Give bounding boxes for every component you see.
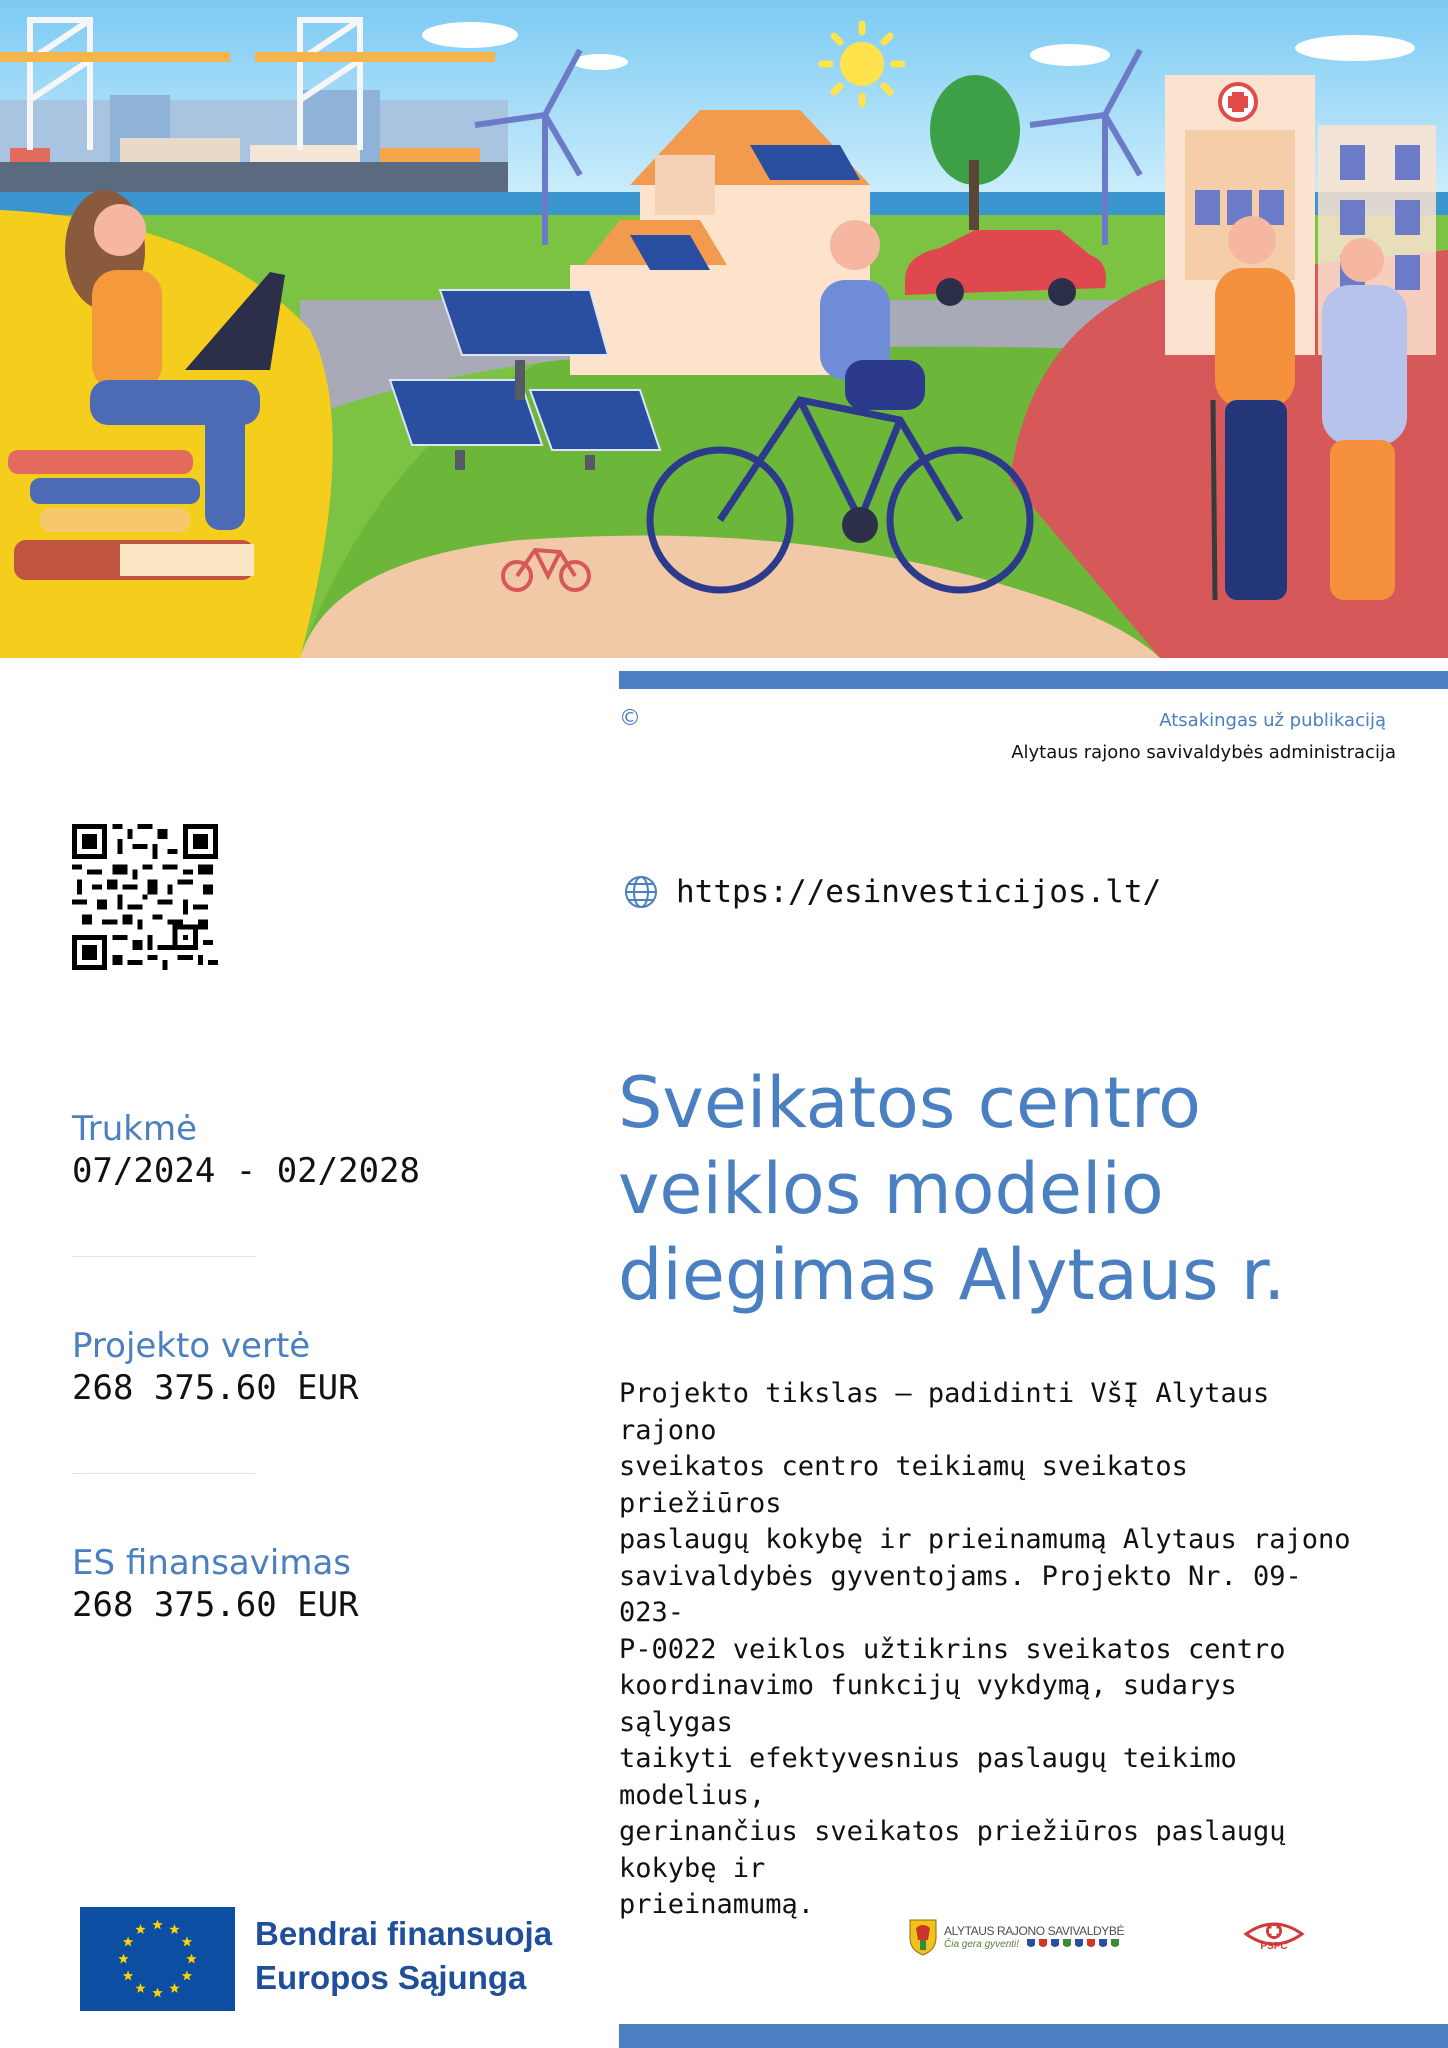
eu-cofunded-text xyxy=(255,1912,552,2000)
project-value-amount: 268 375.60 EUR xyxy=(72,1368,359,1408)
title-line: diegimas Alytaus r. xyxy=(618,1234,1286,1316)
municipality-crest xyxy=(908,1918,938,1956)
website-url[interactable]: https://esinvesticijos.lt/ xyxy=(676,874,1162,910)
project-title xyxy=(618,1060,1408,1318)
duration-value: 07/2024 - 02/2028 xyxy=(72,1151,420,1191)
eu-funding-amount: 268 375.60 EUR xyxy=(72,1585,359,1625)
parish-crests xyxy=(1025,1938,1125,1950)
title-line: Sveikatos centro xyxy=(618,1062,1202,1144)
description-line: prieinamumą. xyxy=(619,1889,815,1920)
description-line: taikyti efektyvesnius paslaugų teikimo modelius, xyxy=(619,1743,1237,1811)
municipality-name: ALYTAUS RAJONO SAVIVALDYBĖ xyxy=(944,1924,1125,1938)
municipality-logo xyxy=(908,1918,1125,1956)
eu-funding-label: ES finansavimas xyxy=(72,1543,352,1583)
website-link[interactable] xyxy=(624,874,1161,910)
divider xyxy=(72,1256,256,1257)
eu-text-line2: Europos Sąjunga xyxy=(255,1959,527,1996)
project-description xyxy=(619,1376,1359,1924)
hero-illustration xyxy=(0,0,1448,658)
project-value-block xyxy=(72,1325,359,1409)
globe-icon xyxy=(624,875,658,909)
description-line: P-0022 veiklos užtikrins sveikatos centro xyxy=(619,1633,1286,1665)
project-value-label: Projekto vertė xyxy=(72,1326,311,1366)
description-line: gerinančius sveikatos priežiūros paslaugų kokybę ir xyxy=(619,1816,1286,1884)
qr-code[interactable] xyxy=(72,824,218,970)
responsible-org: Alytaus rajono savivaldybės administracija xyxy=(1011,742,1396,763)
description-line: sveikatos centro teikiamų sveikatos priežiūros xyxy=(619,1451,1188,1519)
description-line: paslaugų kokybę ir prieinamumą Alytaus rajono xyxy=(619,1524,1351,1555)
divider xyxy=(72,1473,256,1474)
description-line: koordinavimo funkcijų vykdymą, sudarys sąlygas xyxy=(619,1670,1237,1738)
eu-text-line1: Bendrai finansuoja xyxy=(255,1915,553,1952)
top-accent-bar xyxy=(619,671,1448,689)
bottom-accent-bar xyxy=(619,2024,1448,2048)
pspc-logo xyxy=(1242,1916,1306,1956)
pspc-logo-text: PSPC xyxy=(1260,1941,1288,1952)
eu-funding-block xyxy=(72,1542,359,1626)
duration-label: Trukmė xyxy=(72,1109,198,1149)
copyright-symbol: © xyxy=(619,706,641,731)
title-line: veiklos modelio xyxy=(618,1148,1164,1230)
duration-block xyxy=(72,1108,420,1192)
eu-flag xyxy=(80,1907,235,2011)
description-line: Projekto tikslas – padidinti VšĮ Alytaus rajono xyxy=(619,1378,1270,1446)
description-line: savivaldybės gyventojams. Projekto Nr. 09-023- xyxy=(619,1560,1302,1628)
responsible-label: Atsakingas už publikaciją xyxy=(1159,710,1386,731)
municipality-motto: Čia gera gyventi! xyxy=(944,1938,1020,1950)
